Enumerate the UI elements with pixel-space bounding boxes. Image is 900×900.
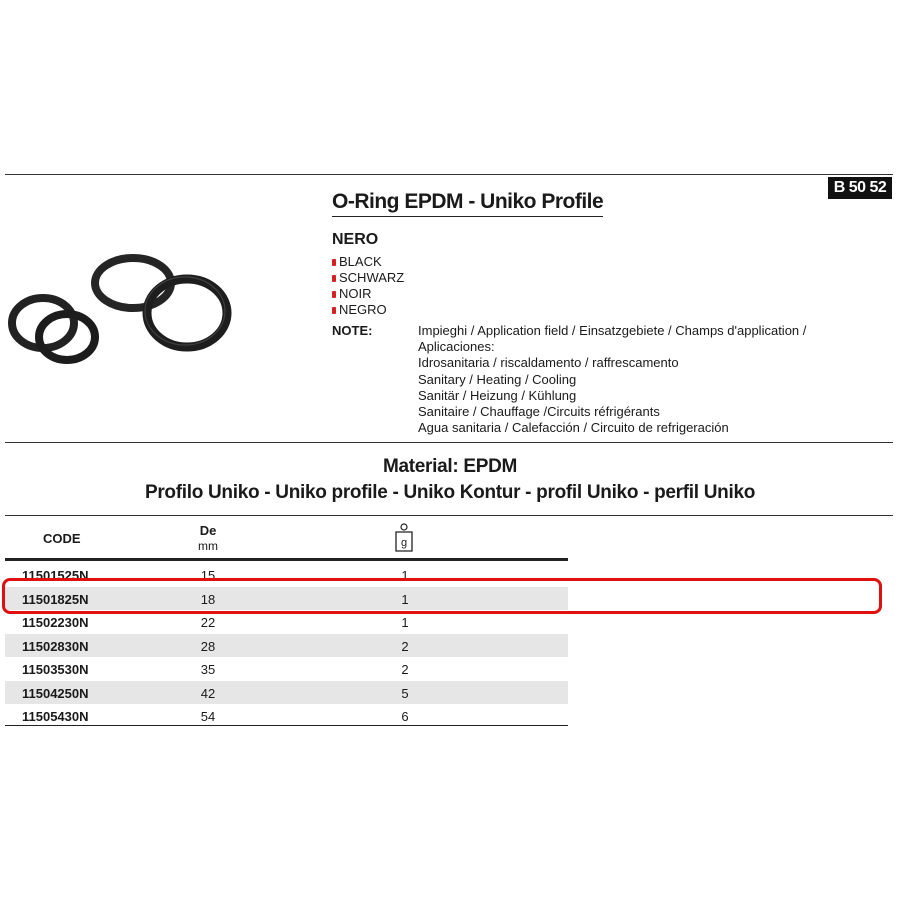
cell-code: 11501825N [22,591,89,607]
cell-code: 11502830N [22,638,89,654]
color-translations [332,254,404,318]
svg-text:g: g [400,537,408,549]
cell-weight: 6 [401,709,409,724]
profile-heading: Profilo Uniko - Uniko profile - Uniko Kontur - profil Uniko - perfil Uniko [144,482,756,503]
weight-icon [393,523,415,553]
cell-diameter: 42 [200,685,216,701]
table-bottom-rule [5,725,568,726]
cell-diameter: 18 [200,591,216,607]
highlighted-row-marker [2,578,882,614]
cell-weight: 1 [401,615,409,630]
cell-diameter: 35 [200,662,216,677]
note-label: NOTE: [332,323,373,338]
cell-weight: 2 [401,638,409,654]
material-heading: Material: EPDM [382,456,518,477]
bullet-icon [332,259,336,266]
list-item: NEGRO [332,302,404,318]
o-rings-product-image [5,245,245,375]
cell-diameter: 15 [200,568,216,583]
column-header-diameter: De [199,523,217,538]
column-header-code: CODE [43,531,81,546]
table-top-divider [5,515,893,516]
list-item: NOIR [332,286,404,302]
column-header-diameter-unit: mm [198,539,218,553]
list-item: BLACK [332,254,404,270]
cell-code: 11504250N [22,685,89,701]
table-header-rule [5,558,568,561]
table-row [5,681,568,705]
table-row [5,634,568,658]
cell-weight: 2 [401,662,409,677]
cell-weight: 1 [401,591,409,607]
product-title: O-Ring EPDM - Uniko Profile [332,190,603,217]
cell-diameter: 54 [200,709,216,724]
cell-diameter: 22 [200,615,216,630]
table-row [5,704,568,728]
bullet-icon [332,275,336,282]
table-row [5,657,568,681]
color-name: NERO [332,231,379,248]
note-text: Impieghi / Application field / Einsatzgebiete / Champs d'application / Aplicaciones: Idrosanitaria / riscaldamento / raffrescamento Sanitary / Heating / Cooling Sanitär / Heizung / Kühlung Sanitaire / Chauffage /Circuits réfrigérants Agua sanitaria / Calefacción / Circuito de refrigeración [418,323,807,436]
cell-weight: 5 [401,685,409,701]
cell-code: 11503530N [22,662,89,677]
cell-code: 11505430N [22,709,89,724]
top-divider [5,174,893,175]
cell-diameter: 28 [200,638,216,654]
section-divider [5,442,893,443]
cell-weight: 1 [401,568,409,583]
list-item: SCHWARZ [332,270,404,286]
bullet-icon [332,291,336,298]
bullet-icon [332,307,336,314]
cell-code: 11501525N [22,568,89,583]
cell-code: 11502230N [22,615,89,630]
page-code-badge: B 50 52 [828,177,892,199]
